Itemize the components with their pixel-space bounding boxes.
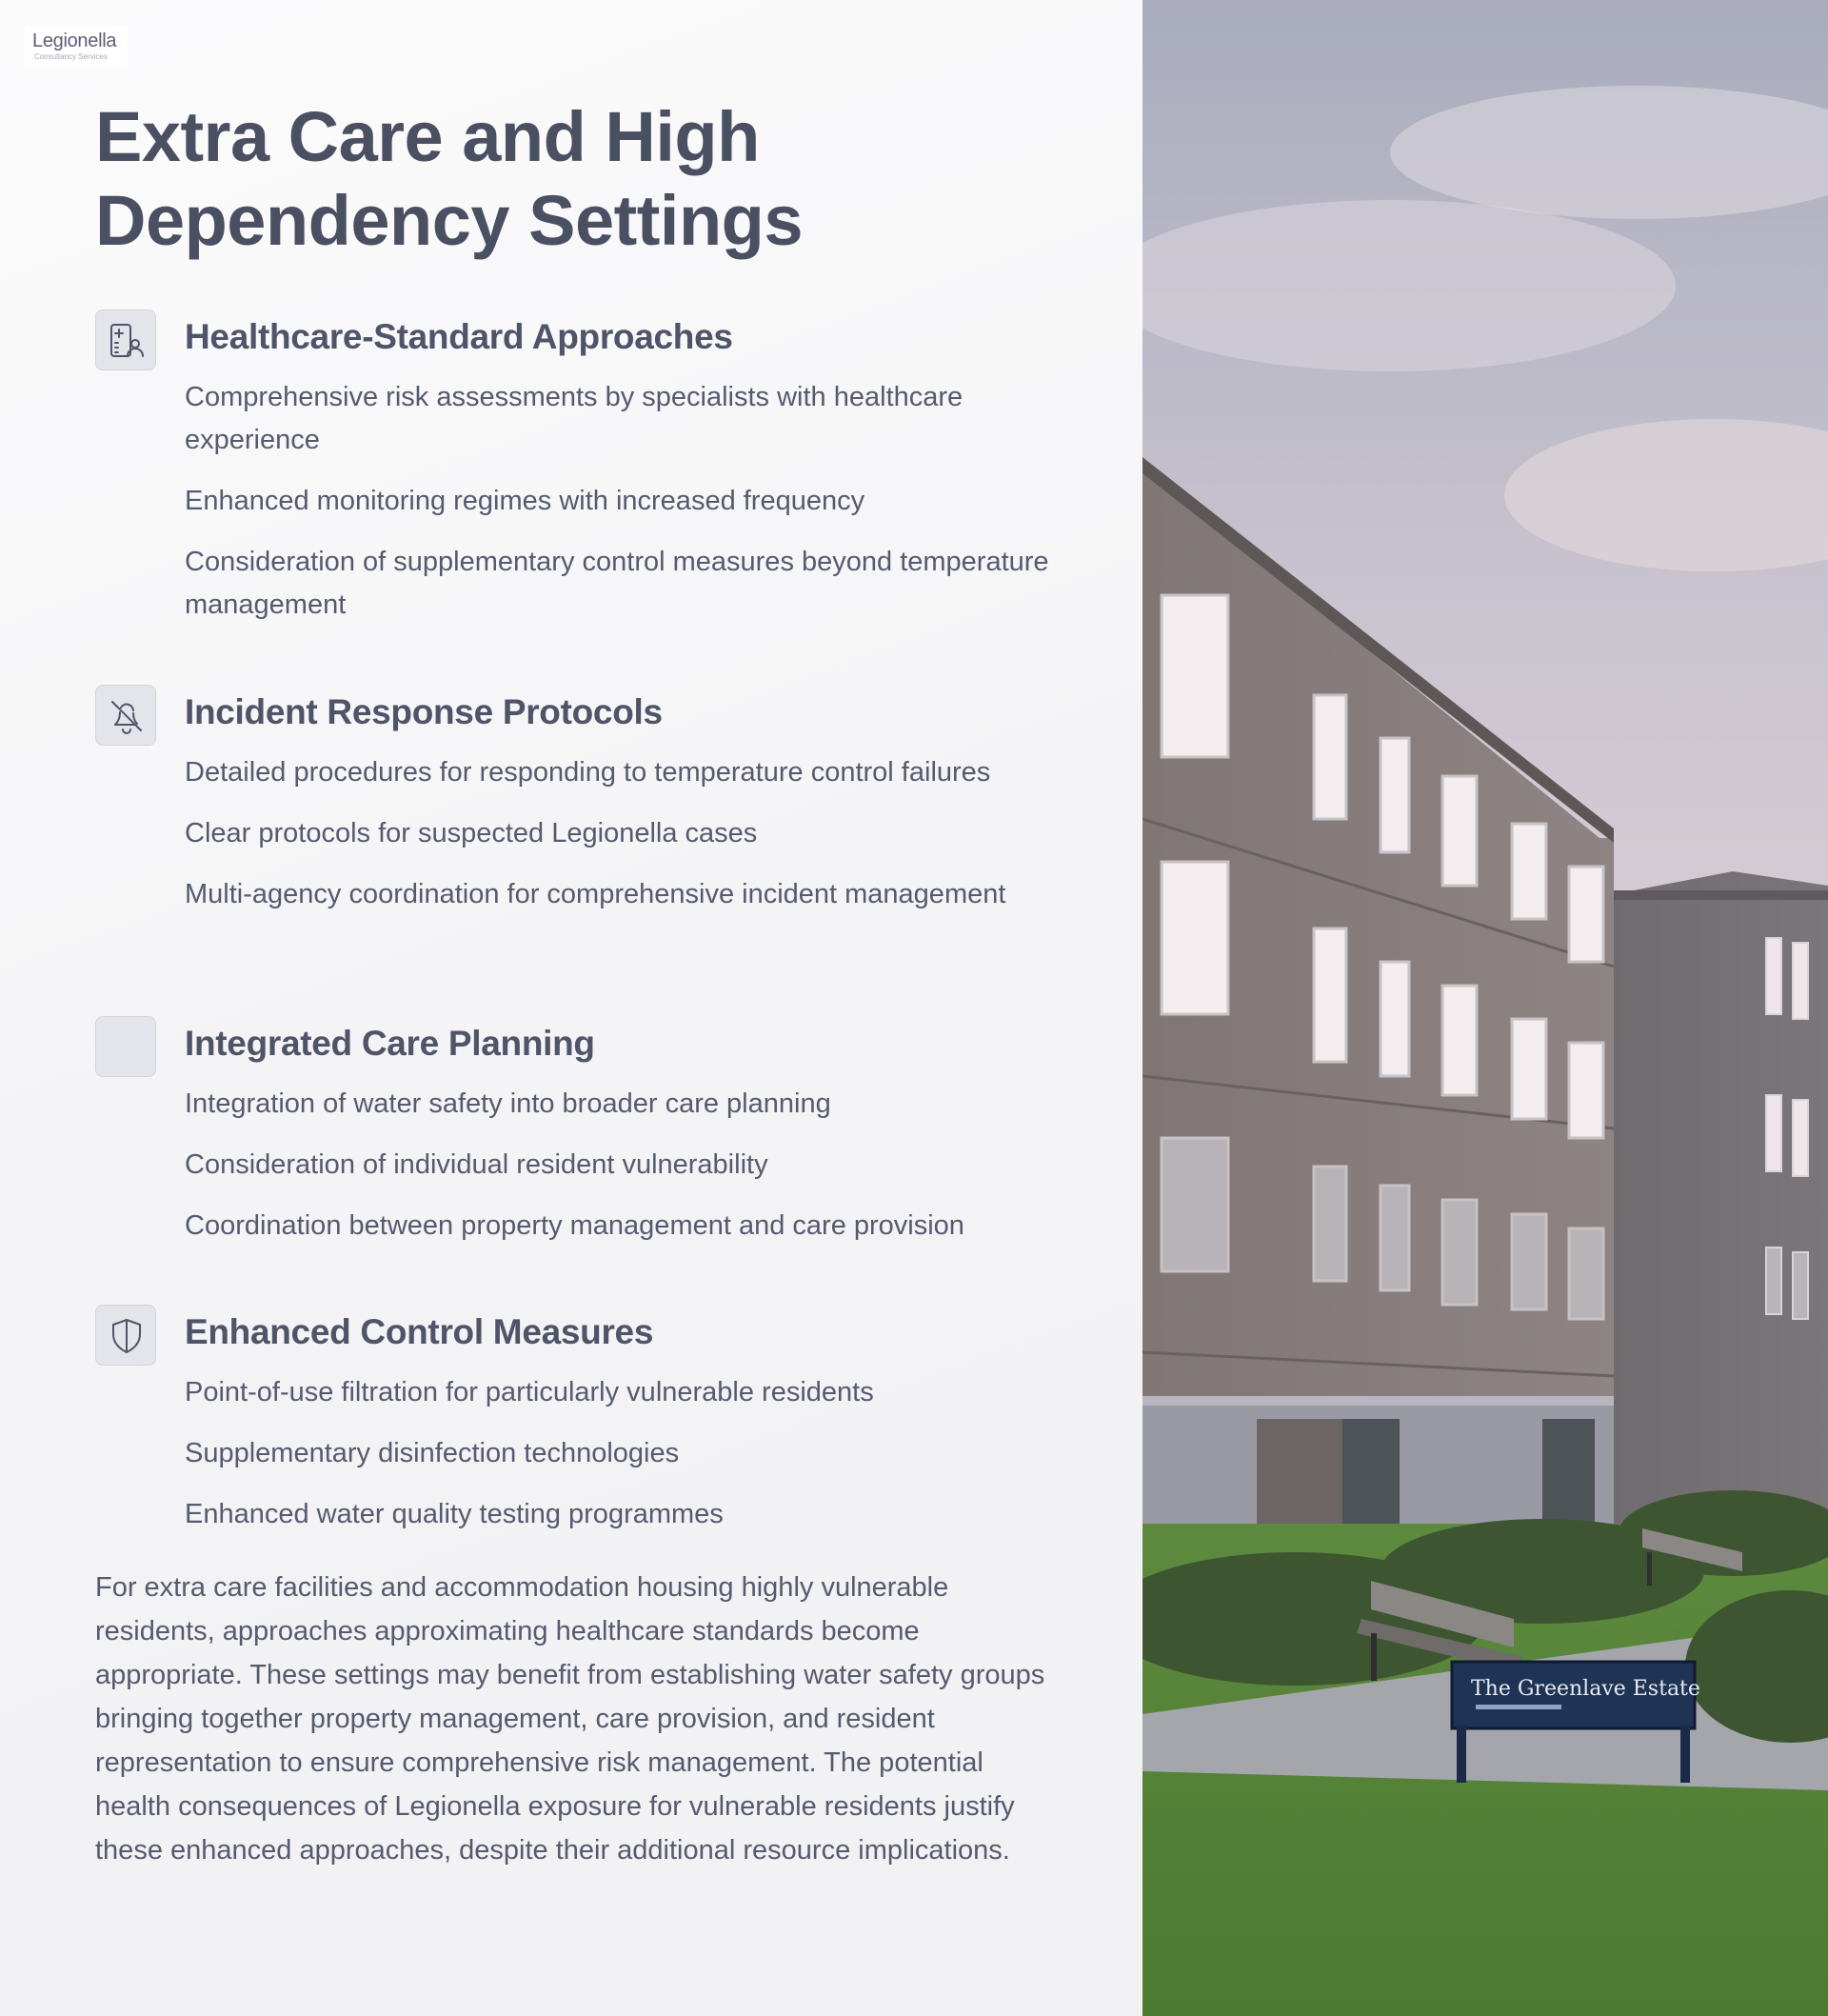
list-item: Consideration of individual resident vulnerability [185,1149,768,1180]
section-list [185,751,1051,934]
section-title: Healthcare-Standard Approaches [185,317,733,356]
logo-wordmark: Legionella [32,30,117,51]
medical-report-icon [95,309,156,370]
list-item: Enhanced monitoring regimes with increased frequency [185,486,865,516]
list-item: Integration of water safety into broader care planning [185,1088,831,1119]
list-item: Supplementary disinfection technologies [185,1438,680,1468]
section-list [185,1083,1051,1266]
list-item: Clear protocols for suspected Legionella cases [185,818,758,848]
sign-text: The Greenlave Estate [1471,1677,1700,1701]
list-item: Enhanced water quality testing programmes [185,1499,724,1529]
building-photo [1142,0,1828,2016]
section-title: Integrated Care Planning [185,1024,595,1063]
list-item: Coordination between property management and care provision [185,1210,964,1241]
shield-icon [95,1305,156,1366]
list-item: Point-of-use filtration for particularly vulnerable residents [185,1377,874,1407]
section-title: Enhanced Control Measures [185,1312,654,1351]
summary-paragraph: For extra care facilities and accommodation housing highly vulnerable residents, approaches approximating healthcare standards become appropriate. These settings may benefit from establishing water safety groups bringing together property management, care provision, and resident representation to ensure comprehensive risk management. The potential health consequences of Legionella exposure for vulnerable residents justify these enhanced approaches, despite their additional resource implications. [95,1572,1045,1866]
list-item: Detailed procedures for responding to temperature control failures [185,757,991,788]
page-title: Extra Care and High Dependency Settings [95,97,804,260]
blank-icon [95,1016,156,1077]
section-title: Incident Response Protocols [185,692,663,731]
logo-tagline: Consultancy Services [34,52,108,61]
list-item: Comprehensive risk assessments by specialists with healthcare experience [185,382,964,455]
section-list [185,1371,1051,1554]
list-item: Consideration of supplementary control measures beyond temperature management [185,547,1049,620]
bell-off-icon [95,685,156,746]
list-item: Multi-agency coordination for comprehensive incident management [185,879,1006,909]
logo [25,27,128,69]
building-secondary [1609,871,1828,1533]
section-list [185,376,1051,645]
